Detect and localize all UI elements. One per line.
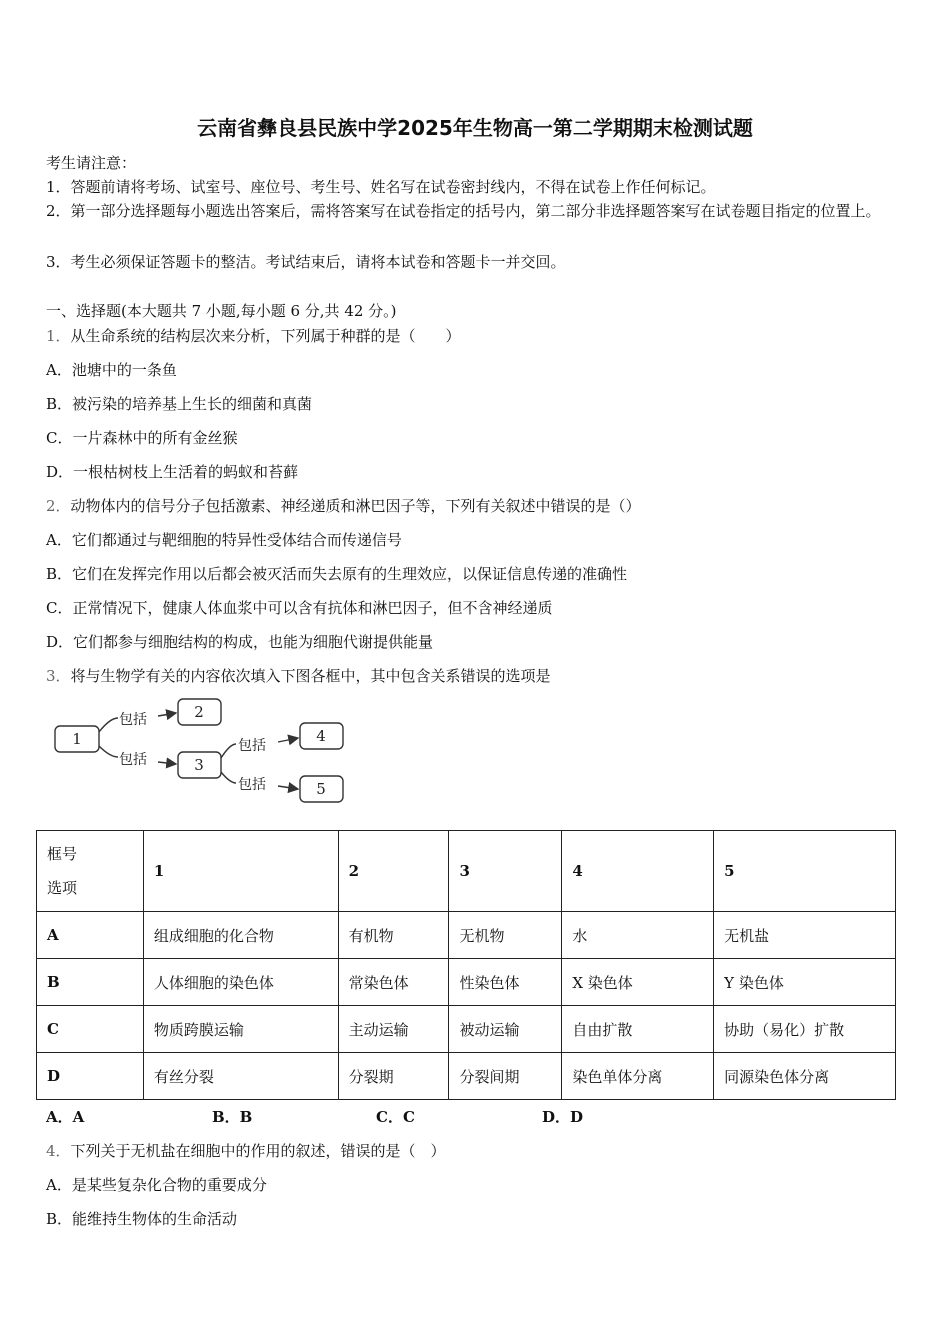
q2-option-b: B．它们在发挥完作用以后都会被灭活而失去原有的生理效应，以保证信息传递的准确性: [46, 565, 628, 583]
table-cell: 人体细胞的染色体: [143, 959, 338, 1006]
table-cell: 染色单体分离: [562, 1053, 714, 1100]
q1-option-c: C．一片森林中的所有金丝猴: [46, 429, 238, 447]
diagram-label-1: 1: [72, 730, 82, 748]
connector: [221, 744, 236, 758]
question-number: 1．: [46, 327, 71, 345]
arrow-3-5: [278, 786, 298, 789]
column-header: 4: [562, 831, 714, 912]
question-4: [46, 1140, 446, 1161]
q3-option-c: C．C: [376, 1108, 415, 1126]
connector: [99, 718, 118, 732]
table-cell: 有丝分裂: [143, 1053, 338, 1100]
question-number: 4．: [46, 1142, 71, 1160]
notice-item-3: 3．考生必须保证答题卡的整洁。考试结束后，请将本试卷和答题卡一并交回。: [46, 253, 566, 271]
inclusion-diagram: [50, 694, 360, 810]
table-cell: 主动运输: [338, 1006, 449, 1053]
table-header-row: [37, 831, 896, 912]
table-cell: 无机物: [449, 912, 562, 959]
relation-label: 包括: [238, 738, 266, 754]
q2-option-a: A．它们都通过与靶细胞的特异性受体结合而传递信号: [46, 531, 402, 549]
question-stem: 下列关于无机盐在细胞中的作用的叙述，错误的是（ ）: [70, 1142, 446, 1160]
section-heading: 一、选择题(本大题共 7 小题,每小题 6 分,共 42 分。): [46, 302, 397, 320]
question-stem: 将与生物学有关的内容依次填入下图各框中，其中包含关系错误的选项是: [70, 667, 551, 685]
q4-option-a: A．是某些复杂化合物的重要成分: [46, 1176, 267, 1194]
exam-title: 云南省彝良县民族中学2025年生物高一第二学期期末检测试题: [197, 116, 753, 140]
arrow-3-4: [278, 738, 298, 742]
table-row: [37, 1006, 896, 1053]
question-3: [46, 665, 551, 686]
question-1: [46, 325, 461, 346]
table-cell: 无机盐: [714, 912, 896, 959]
options-table: [36, 830, 896, 1100]
diagram-label-3: 3: [194, 756, 204, 774]
row-label: B: [37, 959, 144, 1006]
relation-label: 包括: [119, 712, 147, 728]
diagram-label-5: 5: [316, 780, 326, 798]
row-label: C: [37, 1006, 144, 1053]
table-cell: Y 染色体: [714, 959, 896, 1006]
column-header: 1: [143, 831, 338, 912]
question-2: [46, 495, 641, 516]
question-number: 2．: [46, 497, 71, 515]
table-cell: 协助（易化）扩散: [714, 1006, 896, 1053]
table-cell: 有机物: [338, 912, 449, 959]
diagram-label-4: 4: [316, 727, 326, 745]
table-cell: X 染色体: [562, 959, 714, 1006]
question-number: 3．: [46, 667, 71, 685]
q2-option-c: C．正常情况下，健康人体血浆中可以含有抗体和淋巴因子，但不含神经递质: [46, 599, 553, 617]
table-row: [37, 912, 896, 959]
connector: [221, 772, 236, 783]
table-cell: 水: [562, 912, 714, 959]
notice-item-2: 2．第一部分选择题每小题选出答案后，需将答案写在试卷指定的括号内，第二部分非选择题答案写在试卷题目指定的位置上。: [46, 202, 881, 220]
q4-option-b: B．能维持生物体的生命活动: [46, 1210, 238, 1228]
q3-option-b: B．B: [212, 1108, 253, 1126]
notice-heading: 考生请注意：: [46, 154, 137, 172]
table-cell: 同源染色体分离: [714, 1053, 896, 1100]
diagram-label-2: 2: [194, 703, 204, 721]
arrow-1-3: [158, 762, 176, 764]
table-row: [37, 959, 896, 1006]
table-cell: 常染色体: [338, 959, 449, 1006]
arrow-1-2: [158, 713, 176, 716]
q1-option-b: B．被污染的培养基上生长的细菌和真菌: [46, 395, 313, 413]
column-header: 3: [449, 831, 562, 912]
column-header: 2: [338, 831, 449, 912]
header-line-1: 框号: [47, 845, 78, 863]
q1-option-a: A．池塘中的一条鱼: [46, 361, 177, 379]
table-cell: 被动运输: [449, 1006, 562, 1053]
connector: [99, 746, 118, 757]
table-cell: 性染色体: [449, 959, 562, 1006]
q3-option-d: D．D: [542, 1108, 584, 1126]
question-stem: 动物体内的信号分子包括激素、神经递质和淋巴因子等，下列有关叙述中错误的是（）: [70, 497, 641, 515]
table-cell: 组成细胞的化合物: [143, 912, 338, 959]
question-stem: 从生命系统的结构层次来分析，下列属于种群的是（ ）: [70, 327, 461, 345]
table-row: [37, 1053, 896, 1100]
q3-option-a: A．A: [46, 1108, 85, 1126]
q1-option-d: D．一根枯树枝上生活着的蚂蚁和苔藓: [46, 463, 299, 481]
notice-item-1: 1．答题前请将考场、试室号、座位号、考生号、姓名写在试卷密封线内，不得在试卷上作任何标记。: [46, 178, 716, 196]
relation-label: 包括: [238, 777, 266, 793]
table-cell: 自由扩散: [562, 1006, 714, 1053]
table-cell: 分裂间期: [449, 1053, 562, 1100]
header-corner-cell: [37, 831, 144, 912]
q2-option-d: D．它们都参与细胞结构的构成，也能为细胞代谢提供能量: [46, 633, 434, 651]
table-cell: 分裂期: [338, 1053, 449, 1100]
row-label: D: [37, 1053, 144, 1100]
row-label: A: [37, 912, 144, 959]
relation-label: 包括: [119, 752, 147, 768]
column-header: 5: [714, 831, 896, 912]
table-cell: 物质跨膜运输: [143, 1006, 338, 1053]
header-line-2: 选项: [47, 879, 78, 897]
